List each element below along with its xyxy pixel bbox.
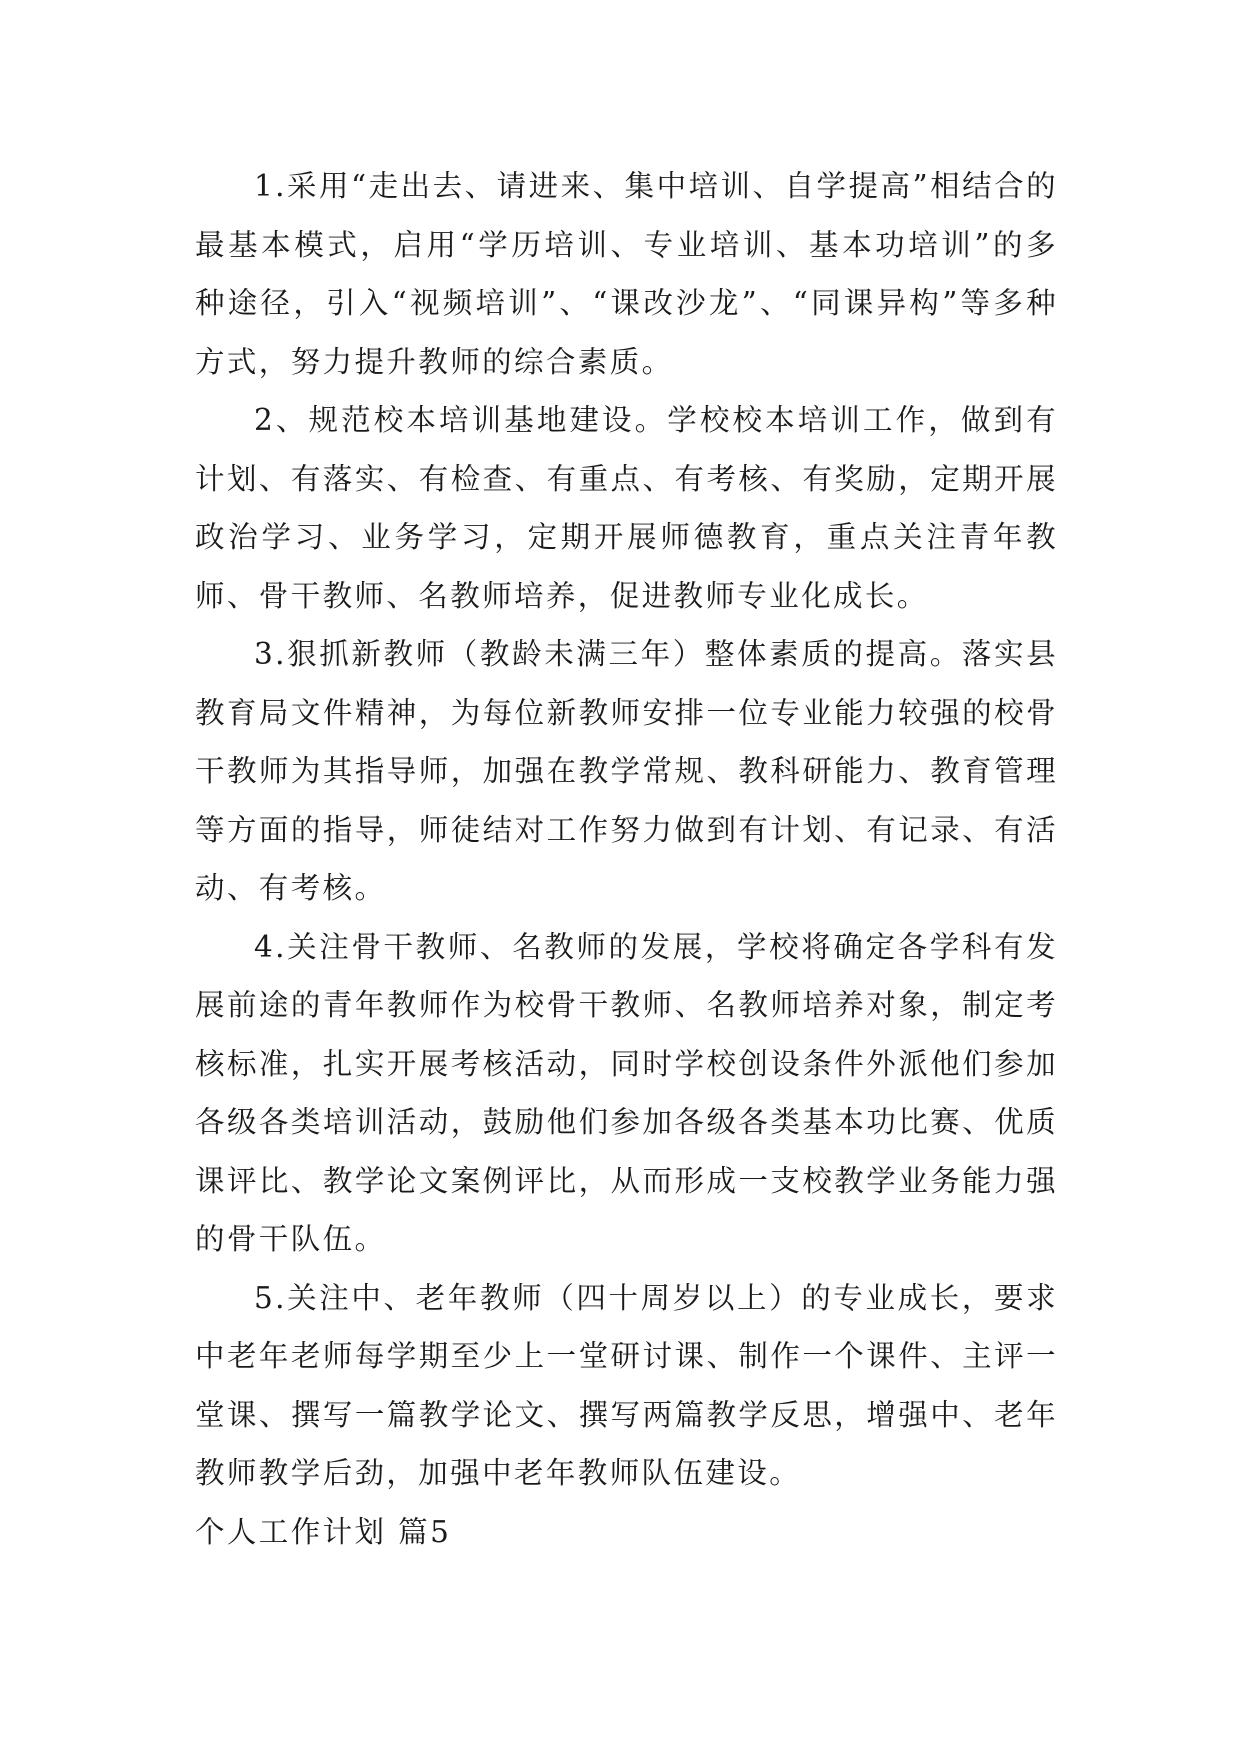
paragraph-2: 2、规范校本培训基地建设。学校校本培训工作，做到有计划、有落实、有检查、有重点、有考核、有奖励，定期开展政治学习、业务学习，定期开展师德教育，重点关注青年教师、骨干教师、名教师培养，促进教师专业化成长。	[195, 403, 1058, 613]
section-heading: 个人工作计划 篇5	[195, 1514, 452, 1549]
paragraph-1: 1.采用“走出去、请进来、集中培训、自学提高”相结合的最基本模式，启用“学历培训、专业培训、基本功培训”的多种途径，引入“视频培训”、“课改沙龙”、“同课异构”等多种方式，努力提升教师的综合素质。	[195, 169, 1058, 379]
paragraph-4: 4.关注骨干教师、名教师的发展，学校将确定各学科有发展前途的青年教师作为校骨干教师、名教师培养对象，制定考核标准，扎实开展考核活动，同时学校创设条件外派他们参加各级各类培训活动，鼓励他们参加各级各类基本功比赛、优质课评比、教学论文案例评比，从而形成一支校教学业务能力强的骨干队伍。	[195, 929, 1058, 1256]
document-body	[195, 157, 1058, 1561]
paragraph-5: 5.关注中、老年教师（四十周岁以上）的专业成长，要求中老年老师每学期至少上一堂研讨课、制作一个课件、主评一堂课、撰写一篇教学论文、撰写两篇教学反思，增强中、老年教师教学后劲，加强中老年教师队伍建设。	[195, 1280, 1058, 1490]
paragraph-3: 3.狠抓新教师（教龄未满三年）整体素质的提高。落实县教育局文件精神，为每位新教师安排一位专业能力较强的校骨干教师为其指导师，加强在教学常规、教科研能力、教育管理等方面的指导，师徒结对工作努力做到有计划、有记录、有活动、有考核。	[195, 637, 1058, 905]
